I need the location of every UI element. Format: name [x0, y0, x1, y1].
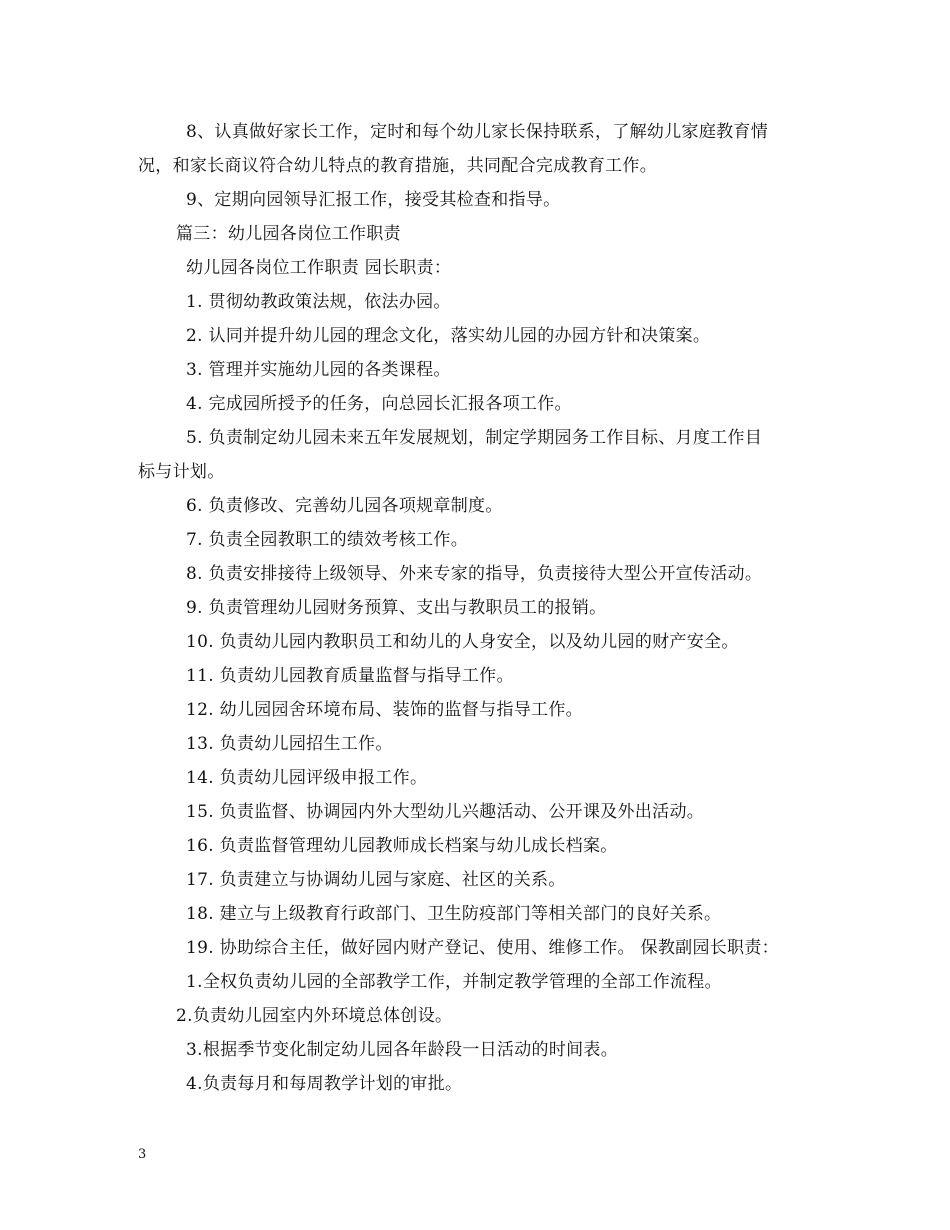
- list-item: 11. 负责幼儿园教育质量监督与指导工作。: [186, 666, 514, 686]
- list-item: 18. 建立与上级教育行政部门、卫生防疫部门等相关部门的良好关系。: [186, 904, 722, 924]
- list-item: 9. 负责管理幼儿园财务预算、支出与教职员工的报销。: [186, 598, 607, 618]
- section-heading: 篇三：幼儿园各岗位工作职责: [176, 224, 401, 244]
- list-item: 8. 负责安排接待上级领导、外来专家的指导，负责接待大型公开宣传活动。: [186, 564, 763, 584]
- list-item: 10. 负责幼儿园内教职员工和幼儿的人身安全，以及幼儿园的财产安全。: [186, 632, 739, 652]
- text-line: 况，和家长商议符合幼儿特点的教育措施，共同配合完成教育工作。: [138, 156, 657, 176]
- list-item: 4. 完成园所授予的任务，向总园长汇报各项工作。: [186, 394, 572, 414]
- list-item: 2.负责幼儿园室内外环境总体创设。: [176, 1006, 453, 1026]
- list-item: 6. 负责修改、完善幼儿园各项规章制度。: [186, 496, 503, 516]
- list-item: 3.根据季节变化制定幼儿园各年龄段一日活动的时间表。: [186, 1040, 619, 1060]
- list-item-continued: 标与计划。: [138, 462, 225, 482]
- list-item: 3. 管理并实施幼儿园的各类课程。: [186, 360, 451, 380]
- list-item: 15. 负责监督、协调园内外大型幼儿兴趣活动、公开课及外出活动。: [186, 802, 705, 822]
- list-item: 2. 认同并提升幼儿园的理念文化，落实幼儿园的办园方针和决策案。: [186, 326, 711, 346]
- list-item: 4.负责每月和每周教学计划的审批。: [186, 1074, 463, 1094]
- list-item: 5. 负责制定幼儿园未来五年发展规划，制定学期园务工作目标、月度工作目: [186, 428, 763, 448]
- text-line: 8、认真做好家长工作，定时和每个幼儿家长保持联系，了解幼儿家庭教育情: [186, 122, 769, 142]
- list-item: 7. 负责全园教职工的绩效考核工作。: [186, 530, 469, 550]
- list-item: 12. 幼儿园园舍环境布局、装饰的监督与指导工作。: [186, 700, 583, 720]
- page-number: 3: [138, 1147, 147, 1162]
- list-item: 14. 负责幼儿园评级申报工作。: [186, 768, 428, 788]
- list-item: 13. 负责幼儿园招生工作。: [186, 734, 393, 754]
- list-item: 1.全权负责幼儿园的全部教学工作，并制定教学管理的全部工作流程。: [186, 972, 722, 992]
- list-item: 19. 协助综合主任，做好园内财产登记、使用、维修工作。 保教副园长职责：: [186, 938, 779, 958]
- list-item: 1. 贯彻幼教政策法规，依法办园。: [186, 292, 451, 312]
- text-line: 幼儿园各岗位工作职责 园长职责：: [186, 258, 452, 278]
- list-item: 16. 负责监督管理幼儿园教师成长档案与幼儿成长档案。: [186, 836, 618, 856]
- text-line: 9、定期向园领导汇报工作，接受其检查和指导。: [186, 190, 561, 210]
- list-item: 17. 负责建立与协调幼儿园与家庭、社区的关系。: [186, 870, 566, 890]
